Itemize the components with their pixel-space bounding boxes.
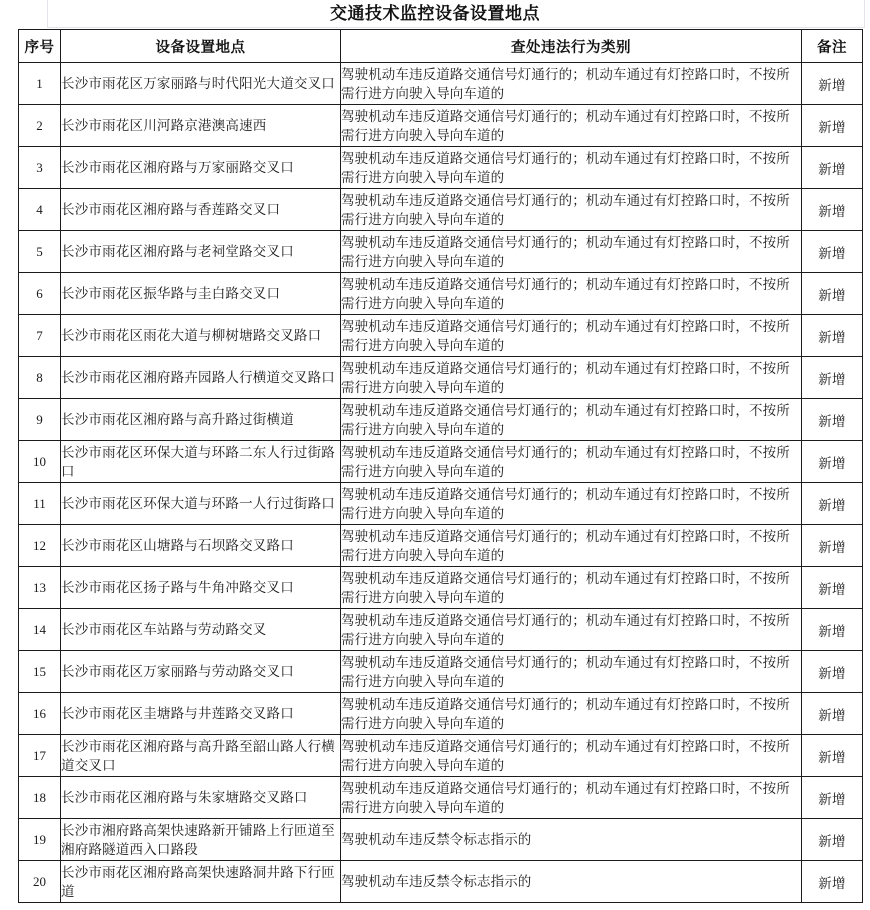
cell-location: 长沙市雨花区湘府路与老祠堂路交叉口	[61, 231, 341, 273]
cell-category: 驾驶机动车违反道路交通信号灯通行的；机动车通过有灯控路口时，不按所需行进方向驶入导向车道的	[341, 189, 802, 231]
cell-remark: 新增	[802, 399, 863, 441]
table-row	[19, 483, 863, 525]
cell-remark: 新增	[802, 693, 863, 735]
cell-remark: 新增	[802, 609, 863, 651]
cell-location: 长沙市湘府路高架快速路新开铺路上行匝道至湘府路隧道西入口路段	[61, 819, 341, 861]
table-row	[19, 567, 863, 609]
monitoring-equipment-table	[18, 29, 863, 903]
cell-category: 驾驶机动车违反道路交通信号灯通行的；机动车通过有灯控路口时，不按所需行进方向驶入导向车道的	[341, 567, 802, 609]
table-row	[19, 819, 863, 861]
cell-location: 长沙市雨花区川河路京港澳高速西	[61, 105, 341, 147]
cell-category: 驾驶机动车违反道路交通信号灯通行的；机动车通过有灯控路口时，不按所需行进方向驶入导向车道的	[341, 231, 802, 273]
cell-category: 驾驶机动车违反道路交通信号灯通行的；机动车通过有灯控路口时，不按所需行进方向驶入导向车道的	[341, 147, 802, 189]
cell-location: 长沙市雨花区振华路与圭白路交叉口	[61, 273, 341, 315]
cell-remark: 新增	[802, 651, 863, 693]
cell-location: 长沙市雨花区湘府路与高升路至韶山路人行横道交叉口	[61, 735, 341, 777]
cell-seq: 10	[19, 441, 61, 483]
cell-remark: 新增	[802, 315, 863, 357]
cell-category: 驾驶机动车违反道路交通信号灯通行的；机动车通过有灯控路口时，不按所需行进方向驶入导向车道的	[341, 105, 802, 147]
cell-seq: 18	[19, 777, 61, 819]
cell-seq: 13	[19, 567, 61, 609]
cell-location: 长沙市雨花区湘府路高架快速路洞井路下行匝道	[61, 861, 341, 903]
page-title: 交通技术监控设备设置地点	[330, 4, 540, 23]
cell-seq: 9	[19, 399, 61, 441]
cell-seq: 8	[19, 357, 61, 399]
cell-location: 长沙市雨花区山塘路与石坝路交叉路口	[61, 525, 341, 567]
table-row	[19, 315, 863, 357]
cell-category: 驾驶机动车违反禁令标志指示的	[341, 819, 802, 861]
cell-location: 长沙市雨花区湘府路卉园路人行横道交叉路口	[61, 357, 341, 399]
cell-category: 驾驶机动车违反道路交通信号灯通行的；机动车通过有灯控路口时，不按所需行进方向驶入导向车道的	[341, 357, 802, 399]
cell-location: 长沙市雨花区湘府路与高升路过街横道	[61, 399, 341, 441]
cell-location: 长沙市雨花区环保大道与环路二东人行过街路口	[61, 441, 341, 483]
table-row	[19, 777, 863, 819]
cell-remark: 新增	[802, 861, 863, 903]
cell-location: 长沙市雨花区万家丽路与时代阳光大道交叉口	[61, 63, 341, 105]
cell-remark: 新增	[802, 567, 863, 609]
cell-location: 长沙市雨花区湘府路与万家丽路交叉口	[61, 147, 341, 189]
cell-seq: 17	[19, 735, 61, 777]
cell-seq: 12	[19, 525, 61, 567]
cell-location: 长沙市雨花区环保大道与环路一人行过街路口	[61, 483, 341, 525]
table-row	[19, 861, 863, 903]
cell-location: 长沙市雨花区湘府路与朱家塘路交叉路口	[61, 777, 341, 819]
cell-category: 驾驶机动车违反道路交通信号灯通行的；机动车通过有灯控路口时，不按所需行进方向驶入导向车道的	[341, 693, 802, 735]
cell-seq: 2	[19, 105, 61, 147]
cell-seq: 5	[19, 231, 61, 273]
column-header-remark: 备注	[802, 30, 863, 63]
cell-remark: 新增	[802, 441, 863, 483]
cell-remark: 新增	[802, 63, 863, 105]
table-row	[19, 399, 863, 441]
cell-category: 驾驶机动车违反道路交通信号灯通行的；机动车通过有灯控路口时，不按所需行进方向驶入导向车道的	[341, 609, 802, 651]
cell-seq: 14	[19, 609, 61, 651]
cell-category: 驾驶机动车违反道路交通信号灯通行的；机动车通过有灯控路口时，不按所需行进方向驶入导向车道的	[341, 315, 802, 357]
cell-remark: 新增	[802, 483, 863, 525]
cell-seq: 15	[19, 651, 61, 693]
cell-seq: 16	[19, 693, 61, 735]
cell-remark: 新增	[802, 735, 863, 777]
table-row	[19, 105, 863, 147]
cell-location: 长沙市雨花区湘府路与香莲路交叉口	[61, 189, 341, 231]
cell-remark: 新增	[802, 273, 863, 315]
cell-category: 驾驶机动车违反道路交通信号灯通行的；机动车通过有灯控路口时，不按所需行进方向驶入导向车道的	[341, 63, 802, 105]
table-row	[19, 231, 863, 273]
cell-remark: 新增	[802, 819, 863, 861]
table-row	[19, 651, 863, 693]
table-body	[19, 63, 863, 903]
table-row	[19, 693, 863, 735]
cell-remark: 新增	[802, 231, 863, 273]
cell-seq: 1	[19, 63, 61, 105]
cell-seq: 4	[19, 189, 61, 231]
cell-location: 长沙市雨花区雨花大道与柳树塘路交叉路口	[61, 315, 341, 357]
cell-seq: 7	[19, 315, 61, 357]
cell-location: 长沙市雨花区车站路与劳动路交叉	[61, 609, 341, 651]
cell-category: 驾驶机动车违反道路交通信号灯通行的；机动车通过有灯控路口时，不按所需行进方向驶入导向车道的	[341, 441, 802, 483]
table-row	[19, 273, 863, 315]
cell-remark: 新增	[802, 357, 863, 399]
table-row	[19, 357, 863, 399]
cell-category: 驾驶机动车违反道路交通信号灯通行的；机动车通过有灯控路口时，不按所需行进方向驶入导向车道的	[341, 651, 802, 693]
monitoring-equipment-table-wrapper	[18, 29, 862, 903]
table-row	[19, 189, 863, 231]
cell-category: 驾驶机动车违反道路交通信号灯通行的；机动车通过有灯控路口时，不按所需行进方向驶入导向车道的	[341, 777, 802, 819]
cell-remark: 新增	[802, 147, 863, 189]
cell-category: 驾驶机动车违反道路交通信号灯通行的；机动车通过有灯控路口时，不按所需行进方向驶入导向车道的	[341, 399, 802, 441]
column-header-location: 设备设置地点	[61, 30, 341, 63]
cell-category: 驾驶机动车违反道路交通信号灯通行的；机动车通过有灯控路口时，不按所需行进方向驶入导向车道的	[341, 735, 802, 777]
cell-remark: 新增	[802, 525, 863, 567]
column-header-category: 查处违法行为类别	[341, 30, 802, 63]
table-row	[19, 735, 863, 777]
cell-location: 长沙市雨花区万家丽路与劳动路交叉口	[61, 651, 341, 693]
cell-seq: 3	[19, 147, 61, 189]
table-header	[19, 30, 863, 63]
table-header-row	[19, 30, 863, 63]
cell-seq: 19	[19, 819, 61, 861]
cell-seq: 20	[19, 861, 61, 903]
cell-category: 驾驶机动车违反禁令标志指示的	[341, 861, 802, 903]
cell-location: 长沙市雨花区扬子路与牛角冲路交叉口	[61, 567, 341, 609]
cell-remark: 新增	[802, 189, 863, 231]
table-row	[19, 441, 863, 483]
cell-seq: 6	[19, 273, 61, 315]
cell-category: 驾驶机动车违反道路交通信号灯通行的；机动车通过有灯控路口时，不按所需行进方向驶入导向车道的	[341, 483, 802, 525]
cell-remark: 新增	[802, 777, 863, 819]
table-row	[19, 147, 863, 189]
table-row	[19, 63, 863, 105]
cell-location: 长沙市雨花区圭塘路与井莲路交叉路口	[61, 693, 341, 735]
cell-category: 驾驶机动车违反道路交通信号灯通行的；机动车通过有灯控路口时，不按所需行进方向驶入导向车道的	[341, 273, 802, 315]
cell-remark: 新增	[802, 105, 863, 147]
table-row	[19, 525, 863, 567]
table-row	[19, 609, 863, 651]
cell-seq: 11	[19, 483, 61, 525]
cell-category: 驾驶机动车违反道路交通信号灯通行的；机动车通过有灯控路口时，不按所需行进方向驶入导向车道的	[341, 525, 802, 567]
column-header-seq: 序号	[19, 30, 61, 63]
